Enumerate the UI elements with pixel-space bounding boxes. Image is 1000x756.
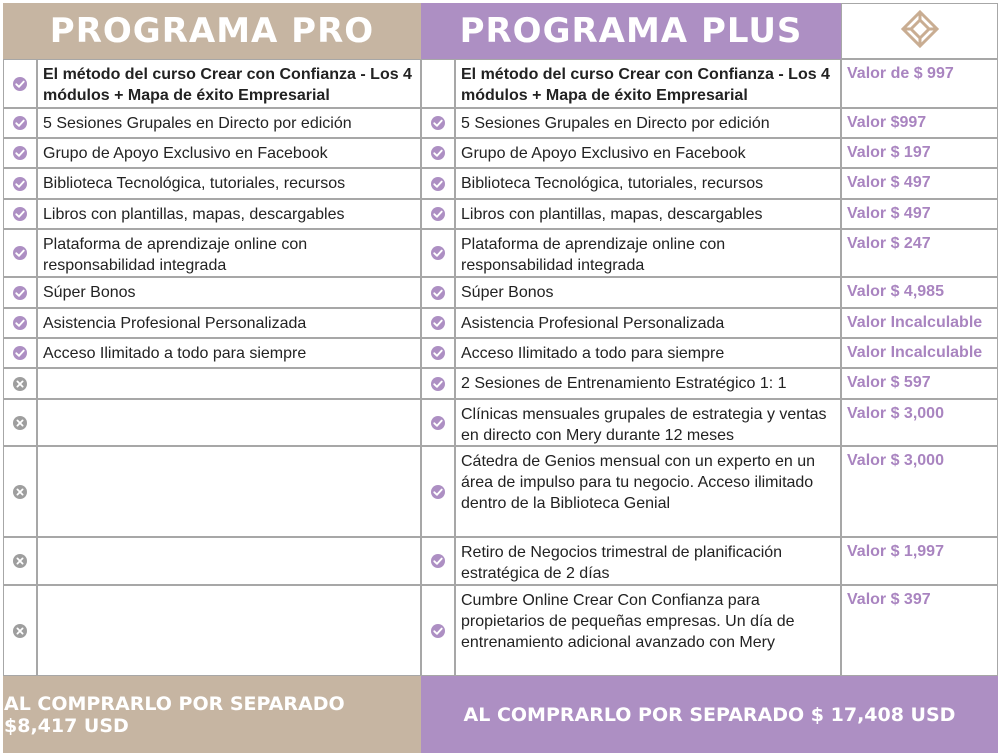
pro-feature-text: Libros con plantillas, mapas, descargables	[43, 206, 345, 223]
programa-pro-total	[3, 676, 421, 753]
pro-status-cell	[3, 308, 37, 338]
check-circle-icon	[430, 176, 446, 192]
programa-pro-title: PROGRAMA PRO	[49, 11, 375, 51]
pro-feature-text	[38, 586, 420, 590]
pro-feature-text	[38, 538, 420, 542]
check-circle-icon	[430, 345, 446, 361]
pro-feature-cell	[37, 59, 421, 108]
value-text: Valor $ 597	[847, 374, 931, 391]
pro-feature-text	[38, 400, 420, 404]
plus-feature-cell	[455, 585, 841, 676]
pro-feature-text: Plataforma de aprendizaje online con responsabilidad integrada	[43, 236, 308, 274]
value-text: Valor Incalculable	[847, 314, 983, 331]
plus-feature-text: 2 Sesiones de Entrenamiento Estratégico 1: 1	[461, 375, 787, 392]
pro-status-cell	[3, 368, 37, 399]
plus-feature-cell	[455, 446, 841, 537]
check-circle-icon	[12, 245, 28, 261]
pro-status-cell	[3, 399, 37, 446]
pro-feature-cell	[37, 338, 421, 368]
value-cell	[841, 108, 998, 138]
pro-status-cell	[3, 108, 37, 138]
check-circle-icon	[12, 206, 28, 222]
value-text: Valor $997	[847, 114, 927, 131]
value-text: Valor $ 397	[847, 591, 931, 608]
plus-status-cell	[421, 108, 455, 138]
check-circle-icon	[430, 206, 446, 222]
check-circle-icon	[430, 553, 446, 569]
diamond-logo-icon	[900, 9, 940, 54]
plus-feature-text: Libros con plantillas, mapas, descargables	[461, 206, 763, 223]
pro-status-cell	[3, 59, 37, 108]
pro-status-cell	[3, 338, 37, 368]
plus-feature-text: Grupo de Apoyo Exclusivo en Facebook	[461, 145, 746, 162]
pro-feature-cell	[37, 168, 421, 199]
pro-feature-text	[38, 369, 420, 373]
pro-feature-text: El método del curso Crear con Confianza - Los 4 módulos + Mapa de éxito Empresarial	[43, 66, 412, 104]
pro-status-cell	[3, 168, 37, 199]
value-cell	[841, 59, 998, 108]
pro-feature-cell	[37, 229, 421, 277]
x-circle-icon	[12, 484, 28, 500]
pro-feature-cell	[37, 399, 421, 446]
check-circle-icon	[430, 415, 446, 431]
plus-feature-text: Biblioteca Tecnológica, tutoriales, recursos	[461, 175, 764, 192]
value-text: Valor $ 3,000	[847, 405, 944, 422]
value-cell	[841, 446, 998, 537]
pro-feature-text: Súper Bonos	[43, 284, 136, 301]
value-text: Valor $ 497	[847, 174, 931, 191]
plus-status-cell	[421, 368, 455, 399]
plus-feature-text: Plataforma de aprendizaje online con responsabilidad integrada	[461, 236, 726, 274]
programa-plus-total-text: AL COMPRARLO POR SEPARADO $ 17,408 USD	[463, 703, 956, 726]
value-text: Valor $ 4,985	[847, 283, 944, 300]
pro-feature-cell	[37, 585, 421, 676]
value-cell	[841, 199, 998, 229]
plus-feature-text: Acceso Ilimitado a todo para siempre	[461, 345, 725, 362]
value-cell	[841, 138, 998, 168]
value-cell	[841, 368, 998, 399]
check-circle-icon	[430, 245, 446, 261]
pro-feature-text	[38, 447, 420, 451]
plus-status-cell	[421, 138, 455, 168]
plus-feature-cell	[455, 277, 841, 308]
value-cell	[841, 277, 998, 308]
value-text: Valor $ 1,997	[847, 543, 944, 560]
value-text: Valor de $ 997	[847, 65, 954, 82]
plus-status-cell	[421, 308, 455, 338]
programa-plus-total	[421, 676, 998, 753]
value-text: Valor $ 197	[847, 144, 931, 161]
pro-feature-text: Asistencia Profesional Personalizada	[43, 315, 307, 332]
plus-feature-cell	[455, 138, 841, 168]
check-circle-icon	[12, 76, 28, 92]
plus-status-cell	[421, 537, 455, 585]
plus-feature-text: 5 Sesiones Grupales en Directo por edición	[461, 115, 770, 132]
check-circle-icon	[12, 345, 28, 361]
value-cell	[841, 585, 998, 676]
value-cell	[841, 338, 998, 368]
pro-status-cell	[3, 199, 37, 229]
check-circle-icon	[12, 315, 28, 331]
plus-feature-cell	[455, 199, 841, 229]
plus-status-cell	[421, 229, 455, 277]
pro-status-cell	[3, 138, 37, 168]
check-circle-icon	[430, 623, 446, 639]
check-circle-icon	[12, 115, 28, 131]
x-circle-icon	[12, 553, 28, 569]
pro-status-cell	[3, 277, 37, 308]
check-circle-icon	[430, 115, 446, 131]
check-circle-icon	[430, 285, 446, 301]
plus-status-cell	[421, 59, 455, 108]
plus-status-cell	[421, 338, 455, 368]
plus-status-cell	[421, 277, 455, 308]
plus-status-cell	[421, 399, 455, 446]
plus-feature-cell	[455, 108, 841, 138]
check-circle-icon	[12, 285, 28, 301]
check-circle-icon	[430, 484, 446, 500]
plus-feature-text: Asistencia Profesional Personalizada	[461, 315, 725, 332]
pro-feature-cell	[37, 199, 421, 229]
plus-feature-cell	[455, 537, 841, 585]
pro-status-cell	[3, 446, 37, 537]
plus-feature-text: Súper Bonos	[461, 284, 554, 301]
plus-status-cell	[421, 585, 455, 676]
plus-feature-cell	[455, 368, 841, 399]
plus-feature-text: Retiro de Negocios trimestral de planificación estratégica de 2 días	[461, 544, 783, 582]
pro-feature-cell	[37, 308, 421, 338]
comparison-table	[3, 3, 998, 753]
check-circle-icon	[12, 145, 28, 161]
plus-feature-text: Cumbre Online Crear Con Confianza para propietarios de pequeñas empresas. Un día de entrenamiento adicional avanzado con Mery	[461, 592, 795, 651]
check-circle-icon	[430, 376, 446, 392]
pro-feature-cell	[37, 277, 421, 308]
value-text: Valor Incalculable	[847, 344, 983, 361]
pro-feature-text: 5 Sesiones Grupales en Directo por edición	[43, 115, 352, 132]
pro-feature-text: Grupo de Apoyo Exclusivo en Facebook	[43, 145, 328, 162]
x-circle-icon	[12, 623, 28, 639]
plus-feature-cell	[455, 338, 841, 368]
x-circle-icon	[12, 415, 28, 431]
plus-feature-cell	[455, 168, 841, 199]
programa-pro-header	[3, 3, 421, 59]
pro-feature-text: Biblioteca Tecnológica, tutoriales, recursos	[43, 175, 346, 192]
x-circle-icon	[12, 376, 28, 392]
logo-cell	[841, 3, 998, 59]
plus-feature-cell	[455, 59, 841, 108]
value-cell	[841, 537, 998, 585]
plus-status-cell	[421, 446, 455, 537]
value-cell	[841, 308, 998, 338]
plus-status-cell	[421, 199, 455, 229]
plus-feature-cell	[455, 229, 841, 277]
pro-status-cell	[3, 537, 37, 585]
check-circle-icon	[12, 176, 28, 192]
value-text: Valor $ 3,000	[847, 452, 944, 469]
check-circle-icon	[430, 145, 446, 161]
plus-feature-text: Cátedra de Genios mensual con un experto en un área de impulso para tu negocio. Acceso ilimitado dentro de la Biblioteca Genial	[461, 453, 816, 512]
plus-feature-text: El método del curso Crear con Confianza - Los 4 módulos + Mapa de éxito Empresarial	[461, 66, 830, 104]
plus-status-cell	[421, 168, 455, 199]
pro-status-cell	[3, 585, 37, 676]
programa-pro-total-text: AL COMPRARLO POR SEPARADO $8,417 USD	[4, 692, 345, 737]
pro-status-cell	[3, 229, 37, 277]
programa-plus-header	[421, 3, 841, 59]
pro-feature-cell	[37, 368, 421, 399]
value-cell	[841, 229, 998, 277]
value-text: Valor $ 497	[847, 205, 931, 222]
check-circle-icon	[430, 315, 446, 331]
pro-feature-cell	[37, 138, 421, 168]
pro-feature-cell	[37, 108, 421, 138]
plus-feature-cell	[455, 399, 841, 446]
plus-feature-cell	[455, 308, 841, 338]
plus-feature-text: Clínicas mensuales grupales de estrategia y ventas en directo con Mery durante 12 meses	[461, 406, 827, 444]
pro-feature-cell	[37, 537, 421, 585]
pro-feature-text: Acceso Ilimitado a todo para siempre	[43, 345, 307, 362]
programa-plus-title: PROGRAMA PLUS	[459, 11, 803, 51]
value-cell	[841, 399, 998, 446]
value-text: Valor $ 247	[847, 235, 931, 252]
pro-feature-cell	[37, 446, 421, 537]
value-cell	[841, 168, 998, 199]
